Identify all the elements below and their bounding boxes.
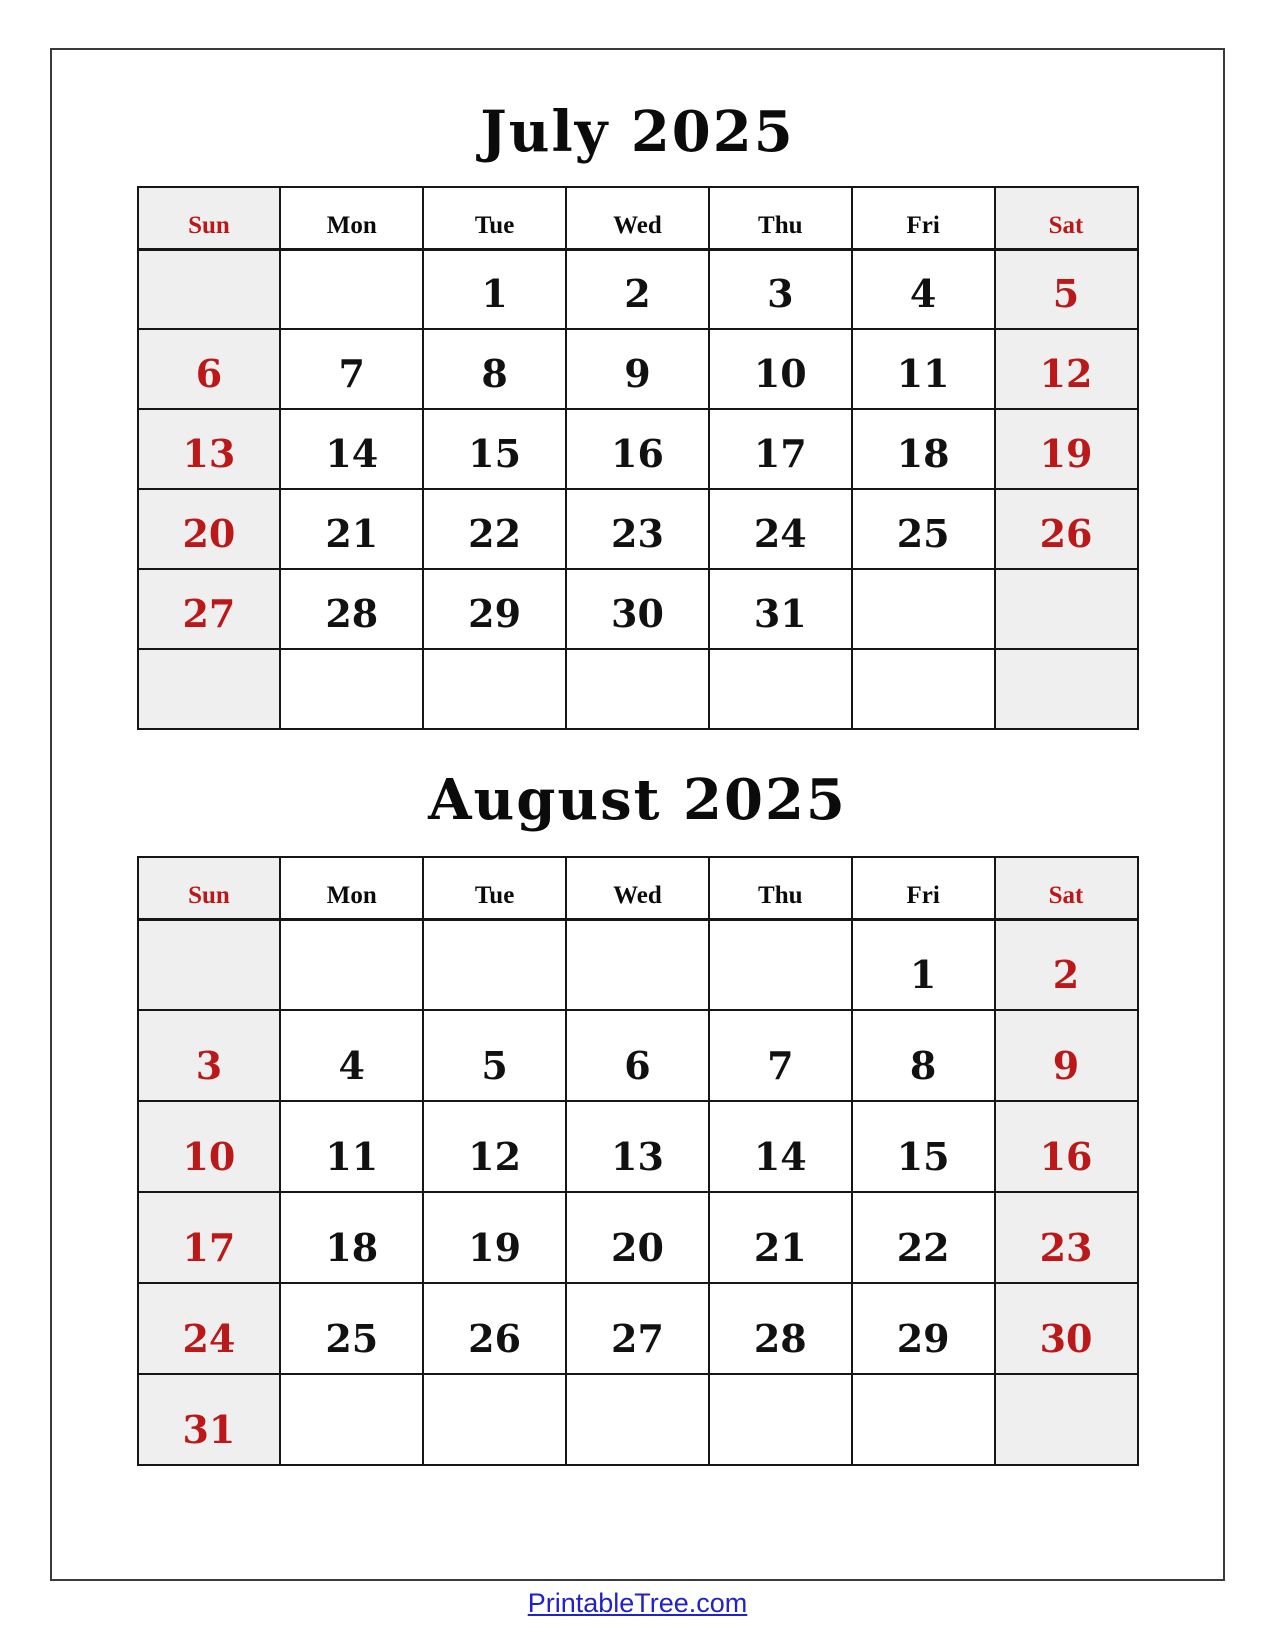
day-header-wed: Wed bbox=[566, 857, 709, 919]
day-cell-july-20: 20 bbox=[138, 489, 281, 569]
day-header-row bbox=[138, 187, 1138, 249]
day-cell-empty bbox=[995, 649, 1138, 729]
day-cell-july-7: 7 bbox=[280, 329, 423, 409]
day-cell-august-31: 31 bbox=[138, 1374, 281, 1465]
calendar-table-july bbox=[137, 186, 1139, 730]
calendar-table-august bbox=[137, 856, 1139, 1466]
day-cell-empty bbox=[423, 919, 566, 1010]
day-cell-july-2: 2 bbox=[566, 249, 709, 329]
day-header-tue: Tue bbox=[423, 187, 566, 249]
day-cell-august-4: 4 bbox=[280, 1010, 423, 1101]
day-cell-empty bbox=[566, 1374, 709, 1465]
day-cell-august-15: 15 bbox=[852, 1101, 995, 1192]
day-cell-july-18: 18 bbox=[852, 409, 995, 489]
day-cell-july-4: 4 bbox=[852, 249, 995, 329]
day-cell-august-7: 7 bbox=[709, 1010, 852, 1101]
day-cell-empty bbox=[280, 649, 423, 729]
month-august bbox=[52, 730, 1223, 1466]
day-header-sun: Sun bbox=[138, 187, 281, 249]
day-cell-august-23: 23 bbox=[995, 1192, 1138, 1283]
day-cell-august-13: 13 bbox=[566, 1101, 709, 1192]
day-cell-july-5: 5 bbox=[995, 249, 1138, 329]
day-cell-august-21: 21 bbox=[709, 1192, 852, 1283]
week-row bbox=[138, 1283, 1138, 1374]
day-cell-empty bbox=[709, 649, 852, 729]
day-cell-august-5: 5 bbox=[423, 1010, 566, 1101]
week-row bbox=[138, 249, 1138, 329]
day-cell-july-30: 30 bbox=[566, 569, 709, 649]
footer bbox=[0, 1588, 1275, 1619]
day-cell-july-9: 9 bbox=[566, 329, 709, 409]
day-cell-july-17: 17 bbox=[709, 409, 852, 489]
day-cell-empty bbox=[138, 649, 281, 729]
day-cell-july-15: 15 bbox=[423, 409, 566, 489]
day-cell-august-3: 3 bbox=[138, 1010, 281, 1101]
day-cell-empty bbox=[852, 1374, 995, 1465]
day-header-thu: Thu bbox=[709, 187, 852, 249]
day-cell-august-29: 29 bbox=[852, 1283, 995, 1374]
week-row bbox=[138, 1101, 1138, 1192]
day-cell-august-10: 10 bbox=[138, 1101, 281, 1192]
day-cell-july-16: 16 bbox=[566, 409, 709, 489]
day-cell-august-8: 8 bbox=[852, 1010, 995, 1101]
day-cell-july-6: 6 bbox=[138, 329, 281, 409]
day-cell-empty bbox=[852, 649, 995, 729]
day-cell-empty bbox=[280, 919, 423, 1010]
week-row bbox=[138, 569, 1138, 649]
day-header-sat: Sat bbox=[995, 857, 1138, 919]
day-cell-july-26: 26 bbox=[995, 489, 1138, 569]
day-cell-empty bbox=[995, 1374, 1138, 1465]
month-title-july: July 2025 bbox=[480, 99, 795, 165]
day-cell-august-18: 18 bbox=[280, 1192, 423, 1283]
day-cell-august-26: 26 bbox=[423, 1283, 566, 1374]
day-cell-empty bbox=[138, 249, 281, 329]
day-cell-august-27: 27 bbox=[566, 1283, 709, 1374]
day-cell-empty bbox=[709, 919, 852, 1010]
day-cell-july-21: 21 bbox=[280, 489, 423, 569]
day-cell-august-24: 24 bbox=[138, 1283, 281, 1374]
day-cell-empty bbox=[423, 1374, 566, 1465]
day-cell-empty bbox=[566, 919, 709, 1010]
day-header-wed: Wed bbox=[566, 187, 709, 249]
day-header-mon: Mon bbox=[280, 187, 423, 249]
day-cell-july-1: 1 bbox=[423, 249, 566, 329]
day-cell-july-3: 3 bbox=[709, 249, 852, 329]
day-cell-july-8: 8 bbox=[423, 329, 566, 409]
day-header-tue: Tue bbox=[423, 857, 566, 919]
day-cell-august-19: 19 bbox=[423, 1192, 566, 1283]
week-row bbox=[138, 489, 1138, 569]
day-cell-august-22: 22 bbox=[852, 1192, 995, 1283]
day-cell-august-17: 17 bbox=[138, 1192, 281, 1283]
day-cell-july-12: 12 bbox=[995, 329, 1138, 409]
day-cell-july-28: 28 bbox=[280, 569, 423, 649]
month-july bbox=[52, 50, 1223, 730]
day-cell-july-27: 27 bbox=[138, 569, 281, 649]
week-row bbox=[138, 409, 1138, 489]
calendar-sheet bbox=[50, 48, 1225, 1581]
day-header-sun: Sun bbox=[138, 857, 281, 919]
day-cell-august-30: 30 bbox=[995, 1283, 1138, 1374]
day-cell-august-1: 1 bbox=[852, 919, 995, 1010]
day-cell-august-9: 9 bbox=[995, 1010, 1138, 1101]
day-header-mon: Mon bbox=[280, 857, 423, 919]
day-cell-august-16: 16 bbox=[995, 1101, 1138, 1192]
day-cell-empty bbox=[995, 569, 1138, 649]
day-cell-empty bbox=[423, 649, 566, 729]
day-cell-july-14: 14 bbox=[280, 409, 423, 489]
day-cell-empty bbox=[138, 919, 281, 1010]
week-row bbox=[138, 1374, 1138, 1465]
week-row bbox=[138, 329, 1138, 409]
day-cell-empty bbox=[280, 1374, 423, 1465]
months-container bbox=[52, 50, 1223, 1466]
day-cell-empty bbox=[566, 649, 709, 729]
day-header-sat: Sat bbox=[995, 187, 1138, 249]
day-cell-august-20: 20 bbox=[566, 1192, 709, 1283]
week-row bbox=[138, 649, 1138, 729]
day-header-row bbox=[138, 857, 1138, 919]
day-cell-july-29: 29 bbox=[423, 569, 566, 649]
day-cell-empty bbox=[280, 249, 423, 329]
day-cell-august-11: 11 bbox=[280, 1101, 423, 1192]
day-cell-august-28: 28 bbox=[709, 1283, 852, 1374]
day-header-fri: Fri bbox=[852, 187, 995, 249]
day-cell-august-6: 6 bbox=[566, 1010, 709, 1101]
day-cell-empty bbox=[852, 569, 995, 649]
day-cell-july-24: 24 bbox=[709, 489, 852, 569]
month-title-august: August 2025 bbox=[428, 767, 847, 833]
week-row bbox=[138, 1192, 1138, 1283]
day-cell-july-23: 23 bbox=[566, 489, 709, 569]
week-row bbox=[138, 919, 1138, 1010]
week-row bbox=[138, 1010, 1138, 1101]
day-cell-july-19: 19 bbox=[995, 409, 1138, 489]
day-cell-july-25: 25 bbox=[852, 489, 995, 569]
day-cell-july-22: 22 bbox=[423, 489, 566, 569]
day-cell-july-11: 11 bbox=[852, 329, 995, 409]
day-cell-august-12: 12 bbox=[423, 1101, 566, 1192]
day-cell-august-2: 2 bbox=[995, 919, 1138, 1010]
day-header-thu: Thu bbox=[709, 857, 852, 919]
day-cell-july-31: 31 bbox=[709, 569, 852, 649]
day-header-fri: Fri bbox=[852, 857, 995, 919]
day-cell-empty bbox=[709, 1374, 852, 1465]
day-cell-july-13: 13 bbox=[138, 409, 281, 489]
day-cell-august-14: 14 bbox=[709, 1101, 852, 1192]
footer-link[interactable]: PrintableTree.com bbox=[527, 1588, 748, 1618]
day-cell-august-25: 25 bbox=[280, 1283, 423, 1374]
day-cell-july-10: 10 bbox=[709, 329, 852, 409]
